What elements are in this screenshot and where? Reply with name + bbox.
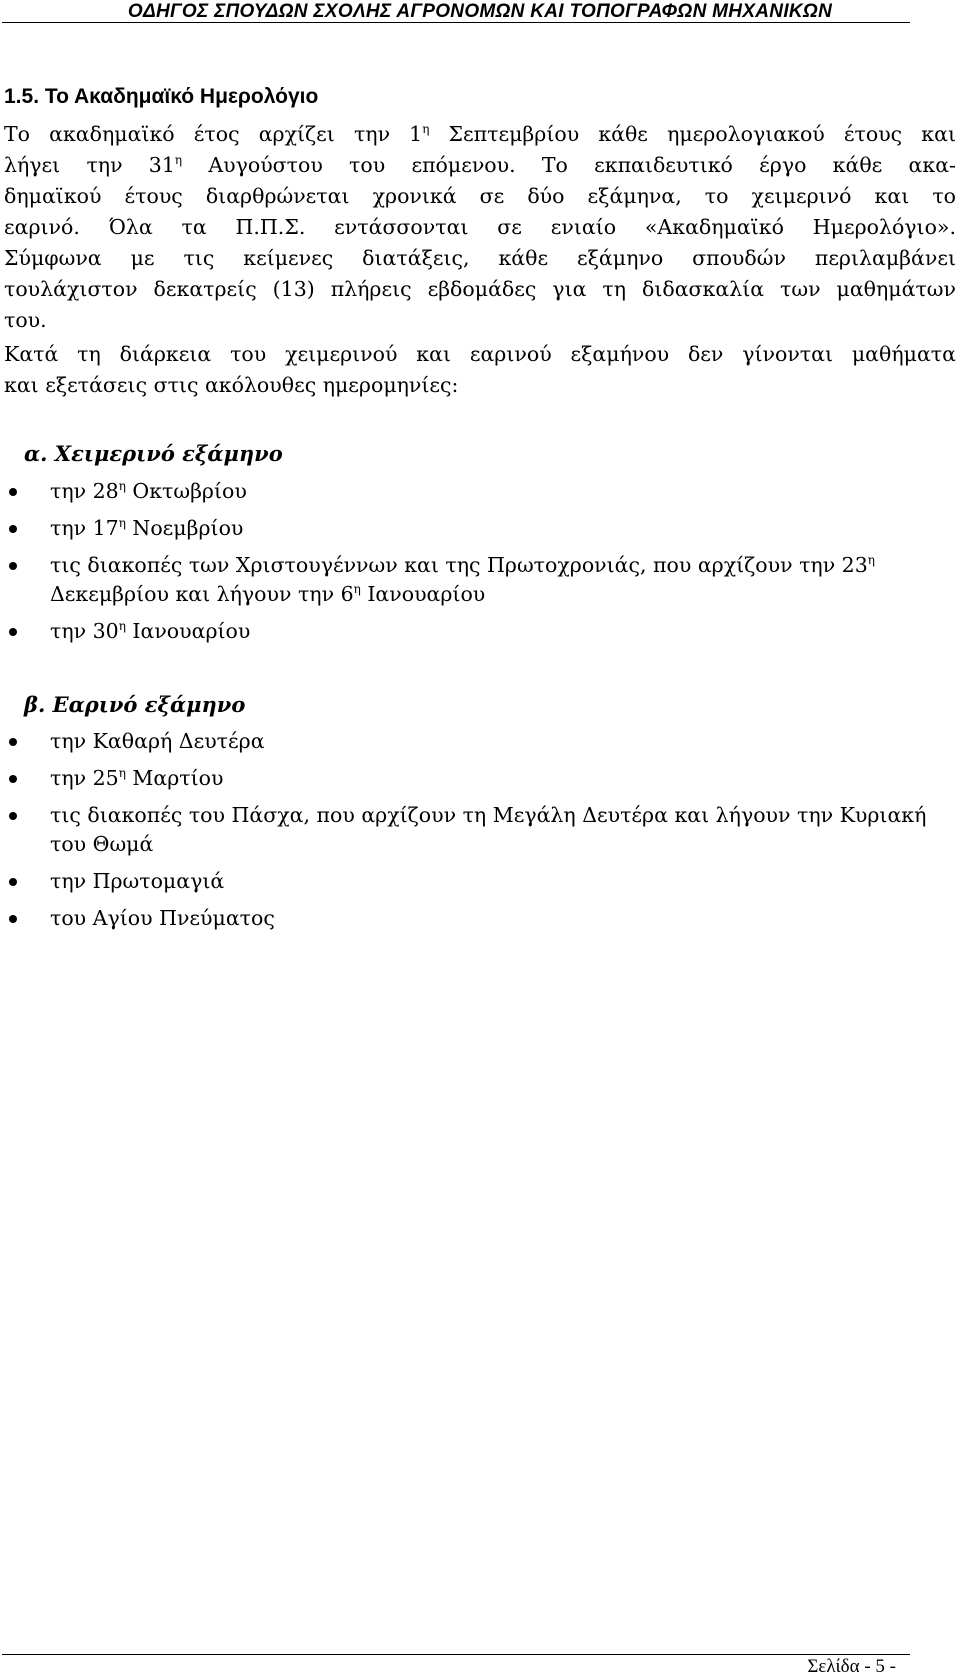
bullet-icon [9,488,17,496]
bullet-icon [9,562,17,570]
list-item: τις διακοπές του Πάσχα, που αρχίζουν τη Μεγάλη Δευτέρα και λήγουν την Κυριακή του Θωμά [0,801,956,859]
list-item: την $30^\eta$ Ιανουαρίου [0,617,956,646]
paragraph-line: του. [4,308,47,332]
paragraph-line: Κατά τη διάρκεια του χειμερινού και εαρινού εξαμήνου δεν γίνονται μαθήματα [4,342,956,366]
list-item: την Καθαρή Δευτέρα [0,727,956,756]
list-item: την $17^\eta$ Νοεμβρίου [0,514,956,543]
header-divider [2,22,910,23]
page-number: Σελίδα - 5 - [807,1656,896,1677]
list-item: την Πρωτομαγιά [0,867,956,896]
paragraph-line: εαρινό. Όλα τα Π.Π.Σ. εντάσσονται σε ενιαίο «Ακαδημαϊκό Ημερολόγιο». [4,215,956,239]
list-item: την $28^\eta$ Οκτωβρίου [0,477,956,506]
section-heading: 1.5. Το Ακαδημαϊκό Ημερολόγιο [4,85,319,108]
list-item: την $25^\eta$ Μαρτίου [0,764,956,793]
paragraph-line: Το ακαδημαϊκό έτος αρχίζει την $1^\eta$ Σεπτεμβρίου κάθε ημερολογιακού έτους και [4,122,956,146]
bullet-icon [9,878,17,886]
bullet-icon [9,812,17,820]
paragraph-academic-year [4,119,956,336]
footer-divider [2,1654,910,1655]
spring-holidays-list [0,727,956,941]
list-item: του Αγίου Πνεύματος [0,904,956,933]
paragraph-line: δημαϊκού έτους διαρθρώνεται χρονικά σε δύο εξάμηνα, το χειμερινό και το [4,184,956,208]
paragraph-no-classes [4,339,956,401]
paragraph-line: και εξετάσεις στις ακόλουθες ημερομηνίες: [4,373,459,397]
bullet-icon [9,525,17,533]
list-item: τις διακοπές των Χριστουγέννων και της Πρωτοχρονιάς, που αρχίζουν την $23^\eta$ Δεκεμβρίου και λήγουν την $6^\eta$ Ιανουαρίου [0,551,956,609]
running-header-title: ΟΔΗΓΟΣ ΣΠΟΥΔΩΝ ΣΧΟΛΗΣ ΑΓΡΟΝΟΜΩΝ ΚΑΙ ΤΟΠΟΓΡΑΦΩΝ ΜΗΧΑΝΙΚΩΝ [127,1,833,22]
bullet-icon [9,915,17,923]
bullet-icon [9,738,17,746]
winter-holidays-list [0,477,956,654]
winter-semester-heading: α. Χειμερινό εξάμηνο [24,441,283,466]
paragraph-line: Σύμφωνα με τις κείμενες διατάξεις, κάθε εξάμηνο σπουδών περιλαμβάνει [4,246,956,270]
paragraph-line: λήγει την $31^\eta$ Αυγούστου του επόμενου. Το εκπαιδευτικό έργο κάθε ακα- [4,153,956,177]
bullet-icon [9,775,17,783]
paragraph-line: τουλάχιστον δεκατρείς (13) πλήρεις εβδομάδες για τη διδασκαλία των μαθημάτων [4,277,956,301]
spring-semester-heading: β. Εαρινό εξάμηνο [24,692,246,717]
bullet-icon [9,628,17,636]
